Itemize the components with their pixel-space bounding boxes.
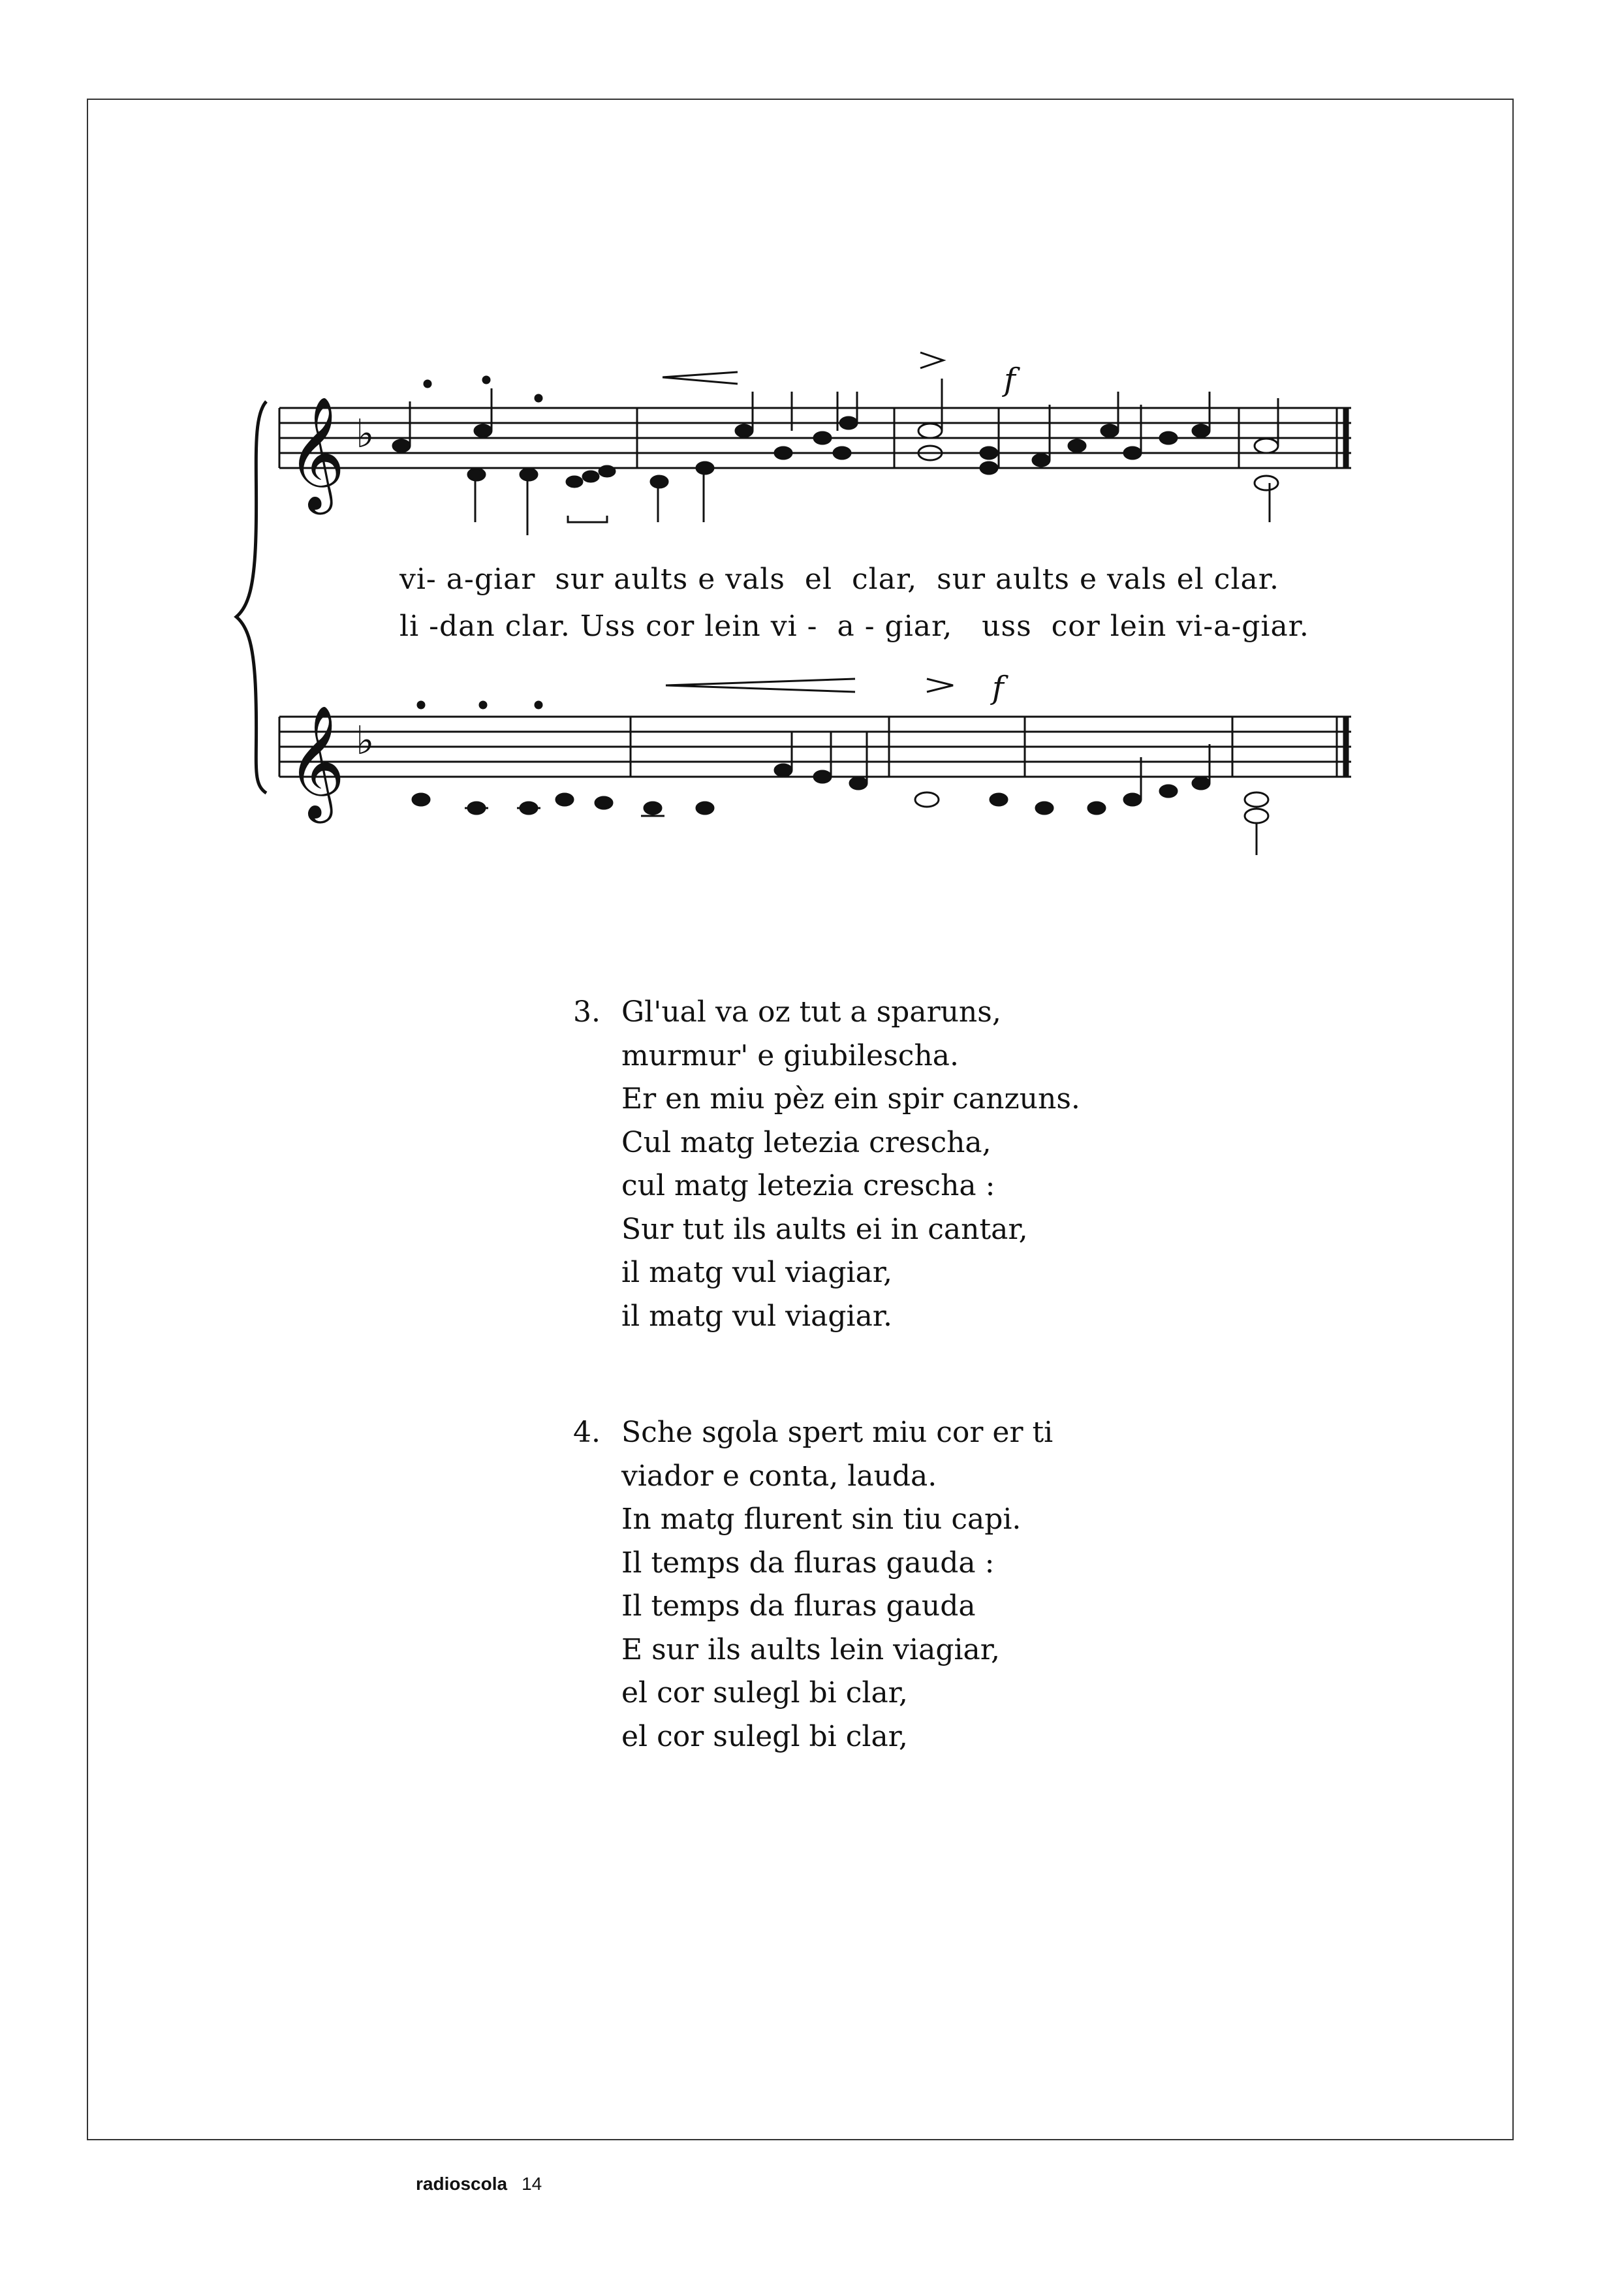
lower-score bbox=[0, 0, 1624, 881]
stanza-line: il matg vul viagiar, bbox=[621, 1256, 892, 1289]
dynamic-forte-lower: f bbox=[992, 670, 1004, 706]
page-footer bbox=[416, 2174, 542, 2194]
stanza-line: Er en miu pèz ein spir canzuns. bbox=[621, 1082, 1080, 1116]
page-number: 14 bbox=[522, 2174, 542, 2194]
stanza-3 bbox=[573, 991, 1161, 1338]
stanza-number: 3. bbox=[573, 995, 601, 1029]
publication-name: radioscola bbox=[416, 2174, 508, 2194]
stanza-line: el cor sulegl bi clar, bbox=[621, 1676, 908, 1710]
stanza-number: 4. bbox=[573, 1416, 601, 1449]
lower-marks bbox=[666, 679, 953, 692]
stanza-line: E sur ils aults lein viagiar, bbox=[621, 1632, 1000, 1666]
flat-icon: ♭ bbox=[356, 718, 375, 764]
lyric-line-2: li -dan clar. Uss cor lein vi - a - giar, uss cor lein vi-a-giar. bbox=[399, 610, 1309, 643]
treble-clef-icon: 𝄞 bbox=[287, 705, 345, 819]
stanza-line: Cul matg letezia crescha, bbox=[621, 1125, 992, 1159]
stanza-line: Gl'ual va oz tut a sparuns, bbox=[621, 995, 1001, 1029]
stanza-line: murmur' e giubilescha. bbox=[621, 1038, 959, 1072]
stanza-line: Sche sgola spert miu cor er ti bbox=[621, 1416, 1054, 1449]
stanza-line: Sur tut ils aults ei in cantar, bbox=[621, 1212, 1028, 1246]
stanza-line: In matg flurent sin tiu capi. bbox=[621, 1503, 1022, 1536]
lyric-line-1: vi- a-giar sur aults e vals el clar, sur aults e vals el clar. bbox=[399, 563, 1279, 596]
stanza-line: il matg vul viagiar. bbox=[621, 1299, 892, 1333]
lower-staff bbox=[279, 717, 1351, 777]
stanza-line: el cor sulegl bi clar, bbox=[621, 1719, 908, 1753]
stanza-4 bbox=[573, 1411, 1161, 1758]
stanza-line: Il temps da fluras gauda : bbox=[621, 1546, 995, 1580]
treble-clef-icon: 𝄞 bbox=[287, 396, 345, 510]
lower-notes bbox=[287, 702, 1268, 855]
stanza-line: cul matg letezia crescha : bbox=[621, 1169, 995, 1202]
flat-icon: ♭ bbox=[356, 411, 375, 457]
dynamic-forte-upper: f bbox=[1004, 362, 1016, 398]
stanza-line: Il temps da fluras gauda bbox=[621, 1589, 976, 1623]
stanza-line: viador e conta, lauda. bbox=[621, 1459, 937, 1493]
